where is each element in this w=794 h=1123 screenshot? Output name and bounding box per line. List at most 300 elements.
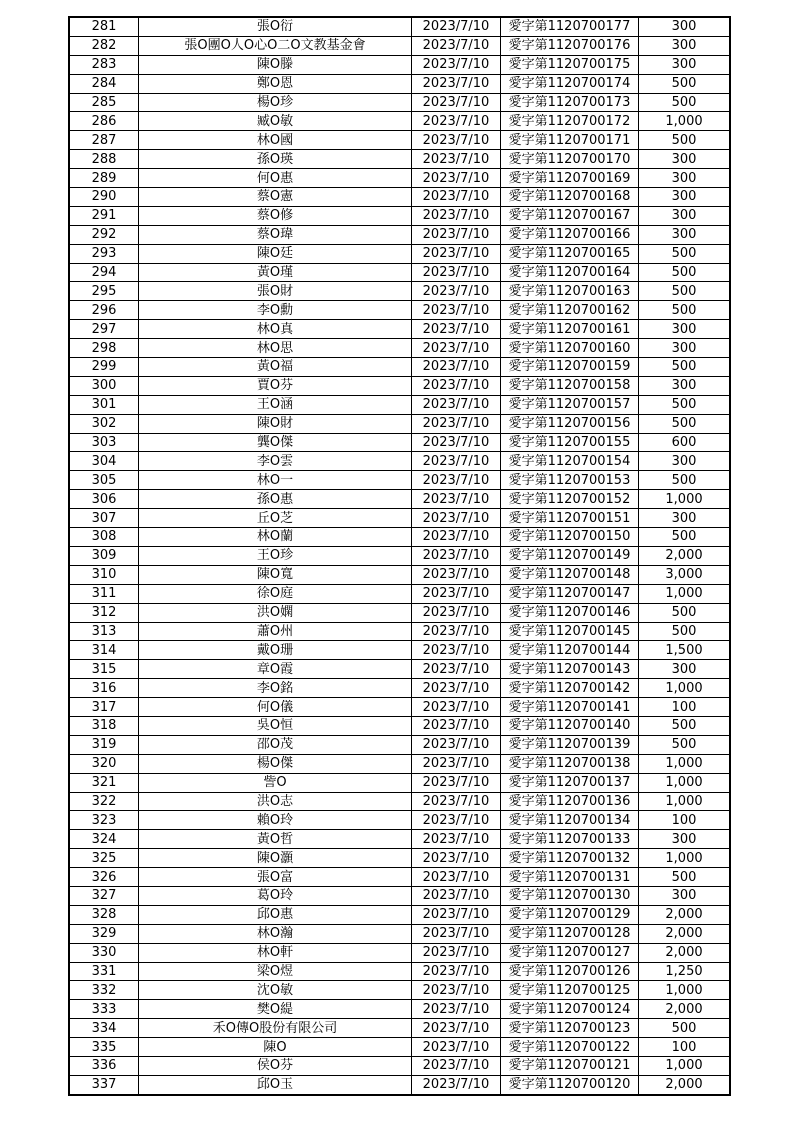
donation-date: 2023/7/10	[412, 849, 501, 868]
donation-amount: 500	[639, 244, 731, 263]
donor-name: 吳O恒	[139, 716, 412, 735]
table-row	[69, 886, 730, 905]
table-row	[69, 849, 730, 868]
donation-date: 2023/7/10	[412, 735, 501, 754]
receipt-number: 愛字第1120700167	[501, 206, 639, 225]
donor-name: 陳O滕	[139, 55, 412, 74]
donation-date: 2023/7/10	[412, 1056, 501, 1075]
table-row	[69, 981, 730, 1000]
row-number: 318	[69, 716, 139, 735]
donation-amount: 300	[639, 225, 731, 244]
receipt-number: 愛字第1120700163	[501, 282, 639, 301]
donation-amount: 1,000	[639, 849, 731, 868]
receipt-number: 愛字第1120700154	[501, 452, 639, 471]
receipt-number: 愛字第1120700122	[501, 1038, 639, 1057]
row-number: 321	[69, 773, 139, 792]
donation-amount: 500	[639, 868, 731, 887]
receipt-number: 愛字第1120700155	[501, 433, 639, 452]
row-number: 296	[69, 301, 139, 320]
row-number: 325	[69, 849, 139, 868]
donation-date: 2023/7/10	[412, 452, 501, 471]
table-row	[69, 150, 730, 169]
table-row	[69, 452, 730, 471]
donation-date: 2023/7/10	[412, 584, 501, 603]
table-row	[69, 414, 730, 433]
donation-date: 2023/7/10	[412, 490, 501, 509]
receipt-number: 愛字第1120700176	[501, 36, 639, 55]
receipt-number: 愛字第1120700156	[501, 414, 639, 433]
table-row	[69, 55, 730, 74]
row-number: 281	[69, 17, 139, 36]
row-number: 301	[69, 395, 139, 414]
receipt-number: 愛字第1120700132	[501, 849, 639, 868]
row-number: 295	[69, 282, 139, 301]
row-number: 299	[69, 358, 139, 377]
table-row	[69, 188, 730, 207]
receipt-number: 愛字第1120700127	[501, 943, 639, 962]
receipt-number: 愛字第1120700166	[501, 225, 639, 244]
donation-amount: 1,000	[639, 1056, 731, 1075]
donation-amount: 1,500	[639, 641, 731, 660]
donor-name: 陳O	[139, 1038, 412, 1057]
row-number: 312	[69, 603, 139, 622]
donation-amount: 100	[639, 1038, 731, 1057]
donor-name: 張O財	[139, 282, 412, 301]
donation-amount: 500	[639, 1019, 731, 1038]
row-number: 332	[69, 981, 139, 1000]
donation-amount: 500	[639, 716, 731, 735]
donor-name: 鄭O恩	[139, 74, 412, 93]
donation-date: 2023/7/10	[412, 698, 501, 717]
donation-amount: 500	[639, 74, 731, 93]
donation-date: 2023/7/10	[412, 206, 501, 225]
donor-name: 訾O	[139, 773, 412, 792]
donation-date: 2023/7/10	[412, 414, 501, 433]
row-number: 313	[69, 622, 139, 641]
donor-name: 楊O珍	[139, 93, 412, 112]
donor-name: 李O雲	[139, 452, 412, 471]
donation-date: 2023/7/10	[412, 433, 501, 452]
row-number: 329	[69, 924, 139, 943]
donor-name: 梁O煜	[139, 962, 412, 981]
row-number: 285	[69, 93, 139, 112]
donation-date: 2023/7/10	[412, 773, 501, 792]
donation-date: 2023/7/10	[412, 528, 501, 547]
row-number: 323	[69, 811, 139, 830]
table-row	[69, 679, 730, 698]
table-row	[69, 584, 730, 603]
donation-amount: 300	[639, 376, 731, 395]
donor-name: 王O涵	[139, 395, 412, 414]
table-row	[69, 320, 730, 339]
row-number: 305	[69, 471, 139, 490]
receipt-number: 愛字第1120700171	[501, 131, 639, 150]
donation-date: 2023/7/10	[412, 376, 501, 395]
receipt-number: 愛字第1120700134	[501, 811, 639, 830]
row-number: 308	[69, 528, 139, 547]
row-number: 307	[69, 509, 139, 528]
donor-name: 蕭O州	[139, 622, 412, 641]
donation-amount: 1,000	[639, 679, 731, 698]
donation-amount: 500	[639, 358, 731, 377]
row-number: 282	[69, 36, 139, 55]
donor-name: 臧O敏	[139, 112, 412, 131]
donation-date: 2023/7/10	[412, 358, 501, 377]
donation-amount: 1,000	[639, 490, 731, 509]
receipt-number: 愛字第1120700153	[501, 471, 639, 490]
table-row	[69, 792, 730, 811]
donor-name: 丘O芝	[139, 509, 412, 528]
donation-date: 2023/7/10	[412, 225, 501, 244]
donation-date: 2023/7/10	[412, 112, 501, 131]
donor-name: 徐O庭	[139, 584, 412, 603]
row-number: 283	[69, 55, 139, 74]
donor-name: 蔡O修	[139, 206, 412, 225]
receipt-number: 愛字第1120700149	[501, 546, 639, 565]
donation-date: 2023/7/10	[412, 74, 501, 93]
donation-date: 2023/7/10	[412, 641, 501, 660]
donation-amount: 3,000	[639, 565, 731, 584]
donor-name: 孫O瑛	[139, 150, 412, 169]
donor-name: 林O國	[139, 131, 412, 150]
donor-name: 林O真	[139, 320, 412, 339]
donation-date: 2023/7/10	[412, 509, 501, 528]
table-row	[69, 528, 730, 547]
donation-date: 2023/7/10	[412, 1075, 501, 1094]
row-number: 309	[69, 546, 139, 565]
table-row	[69, 546, 730, 565]
table-row	[69, 490, 730, 509]
donation-date: 2023/7/10	[412, 93, 501, 112]
donation-date: 2023/7/10	[412, 924, 501, 943]
table-row	[69, 735, 730, 754]
table-row	[69, 565, 730, 584]
donation-date: 2023/7/10	[412, 868, 501, 887]
row-number: 314	[69, 641, 139, 660]
row-number: 290	[69, 188, 139, 207]
table-row	[69, 112, 730, 131]
receipt-number: 愛字第1120700157	[501, 395, 639, 414]
table-row	[69, 943, 730, 962]
row-number: 311	[69, 584, 139, 603]
receipt-number: 愛字第1120700146	[501, 603, 639, 622]
donation-amount: 500	[639, 93, 731, 112]
table-row	[69, 1000, 730, 1019]
donation-amount: 500	[639, 301, 731, 320]
donor-name: 黃O哲	[139, 830, 412, 849]
donation-amount: 1,000	[639, 981, 731, 1000]
receipt-number: 愛字第1120700162	[501, 301, 639, 320]
receipt-number: 愛字第1120700121	[501, 1056, 639, 1075]
receipt-number: 愛字第1120700130	[501, 886, 639, 905]
donation-amount: 500	[639, 471, 731, 490]
donation-amount: 1,000	[639, 584, 731, 603]
donation-table-body	[69, 17, 730, 1095]
row-number: 304	[69, 452, 139, 471]
donation-date: 2023/7/10	[412, 981, 501, 1000]
donor-name: 洪O志	[139, 792, 412, 811]
donor-name: 陳O寬	[139, 565, 412, 584]
table-row	[69, 1056, 730, 1075]
donation-amount: 2,000	[639, 905, 731, 924]
table-row	[69, 358, 730, 377]
donor-name: 林O軒	[139, 943, 412, 962]
row-number: 292	[69, 225, 139, 244]
table-row	[69, 698, 730, 717]
row-number: 294	[69, 263, 139, 282]
donation-date: 2023/7/10	[412, 1000, 501, 1019]
donation-amount: 500	[639, 263, 731, 282]
receipt-number: 愛字第1120700161	[501, 320, 639, 339]
row-number: 326	[69, 868, 139, 887]
donor-name: 賈O芬	[139, 376, 412, 395]
donation-date: 2023/7/10	[412, 1038, 501, 1057]
row-number: 337	[69, 1075, 139, 1094]
donation-amount: 500	[639, 414, 731, 433]
receipt-number: 愛字第1120700170	[501, 150, 639, 169]
donation-date: 2023/7/10	[412, 905, 501, 924]
receipt-number: 愛字第1120700137	[501, 773, 639, 792]
donation-date: 2023/7/10	[412, 339, 501, 358]
receipt-number: 愛字第1120700173	[501, 93, 639, 112]
donation-amount: 300	[639, 320, 731, 339]
donor-name: 邱O惠	[139, 905, 412, 924]
table-row	[69, 169, 730, 188]
receipt-number: 愛字第1120700136	[501, 792, 639, 811]
receipt-number: 愛字第1120700145	[501, 622, 639, 641]
donation-date: 2023/7/10	[412, 811, 501, 830]
donation-date: 2023/7/10	[412, 395, 501, 414]
donation-amount: 2,000	[639, 1075, 731, 1094]
donation-date: 2023/7/10	[412, 55, 501, 74]
row-number: 284	[69, 74, 139, 93]
receipt-number: 愛字第1120700142	[501, 679, 639, 698]
row-number: 287	[69, 131, 139, 150]
receipt-number: 愛字第1120700124	[501, 1000, 639, 1019]
donor-name: 蔡O憲	[139, 188, 412, 207]
receipt-number: 愛字第1120700140	[501, 716, 639, 735]
table-row	[69, 244, 730, 263]
table-row	[69, 754, 730, 773]
donation-date: 2023/7/10	[412, 169, 501, 188]
donation-date: 2023/7/10	[412, 131, 501, 150]
donor-name: 侯O芬	[139, 1056, 412, 1075]
donation-amount: 2,000	[639, 1000, 731, 1019]
donation-date: 2023/7/10	[412, 320, 501, 339]
table-row	[69, 301, 730, 320]
row-number: 319	[69, 735, 139, 754]
donation-amount: 100	[639, 698, 731, 717]
row-number: 317	[69, 698, 139, 717]
donation-date: 2023/7/10	[412, 660, 501, 679]
donor-name: 葛O玲	[139, 886, 412, 905]
table-row	[69, 905, 730, 924]
donor-name: 蔡O瑋	[139, 225, 412, 244]
table-row	[69, 131, 730, 150]
row-number: 316	[69, 679, 139, 698]
receipt-number: 愛字第1120700150	[501, 528, 639, 547]
row-number: 336	[69, 1056, 139, 1075]
row-number: 333	[69, 1000, 139, 1019]
table-row	[69, 660, 730, 679]
receipt-number: 愛字第1120700164	[501, 263, 639, 282]
table-row	[69, 830, 730, 849]
donor-name: 張O富	[139, 868, 412, 887]
donation-date: 2023/7/10	[412, 792, 501, 811]
donor-name: 張O衍	[139, 17, 412, 36]
donation-amount: 1,000	[639, 773, 731, 792]
donor-name: 戴O珊	[139, 641, 412, 660]
donor-name: 黃O瑾	[139, 263, 412, 282]
donor-name: 陳O財	[139, 414, 412, 433]
donation-date: 2023/7/10	[412, 150, 501, 169]
donation-date: 2023/7/10	[412, 565, 501, 584]
donor-name: 賴O玲	[139, 811, 412, 830]
receipt-number: 愛字第1120700139	[501, 735, 639, 754]
donation-amount: 1,000	[639, 792, 731, 811]
row-number: 322	[69, 792, 139, 811]
row-number: 302	[69, 414, 139, 433]
donor-name: 林O蘭	[139, 528, 412, 547]
row-number: 300	[69, 376, 139, 395]
donation-amount: 500	[639, 622, 731, 641]
table-row	[69, 433, 730, 452]
row-number: 335	[69, 1038, 139, 1057]
row-number: 315	[69, 660, 139, 679]
row-number: 297	[69, 320, 139, 339]
receipt-number: 愛字第1120700125	[501, 981, 639, 1000]
donation-amount: 500	[639, 395, 731, 414]
table-row	[69, 1038, 730, 1057]
donor-name: 林O瀚	[139, 924, 412, 943]
row-number: 324	[69, 830, 139, 849]
donation-date: 2023/7/10	[412, 282, 501, 301]
donor-name: 李O勳	[139, 301, 412, 320]
receipt-number: 愛字第1120700177	[501, 17, 639, 36]
table-row	[69, 773, 730, 792]
donor-name: 何O惠	[139, 169, 412, 188]
donation-amount: 600	[639, 433, 731, 452]
receipt-number: 愛字第1120700133	[501, 830, 639, 849]
donor-name: 李O銘	[139, 679, 412, 698]
table-row	[69, 339, 730, 358]
donation-date: 2023/7/10	[412, 471, 501, 490]
receipt-number: 愛字第1120700141	[501, 698, 639, 717]
row-number: 331	[69, 962, 139, 981]
row-number: 328	[69, 905, 139, 924]
donation-amount: 500	[639, 603, 731, 622]
donation-amount: 300	[639, 660, 731, 679]
table-row	[69, 263, 730, 282]
table-row	[69, 93, 730, 112]
receipt-number: 愛字第1120700174	[501, 74, 639, 93]
donation-amount: 300	[639, 339, 731, 358]
donation-amount: 300	[639, 509, 731, 528]
donation-table	[68, 16, 731, 1096]
table-row	[69, 641, 730, 660]
receipt-number: 愛字第1120700126	[501, 962, 639, 981]
donation-amount: 500	[639, 131, 731, 150]
row-number: 320	[69, 754, 139, 773]
donation-date: 2023/7/10	[412, 188, 501, 207]
donation-amount: 500	[639, 735, 731, 754]
donation-amount: 2,000	[639, 546, 731, 565]
donor-name: 陳O灝	[139, 849, 412, 868]
donor-name: 何O儀	[139, 698, 412, 717]
donation-date: 2023/7/10	[412, 830, 501, 849]
donor-name: 洪O嫻	[139, 603, 412, 622]
donor-name: 王O珍	[139, 546, 412, 565]
receipt-number: 愛字第1120700129	[501, 905, 639, 924]
table-row	[69, 603, 730, 622]
donation-date: 2023/7/10	[412, 754, 501, 773]
table-row	[69, 1075, 730, 1094]
receipt-number: 愛字第1120700168	[501, 188, 639, 207]
donation-amount: 300	[639, 830, 731, 849]
donor-name: 沈O敏	[139, 981, 412, 1000]
donation-date: 2023/7/10	[412, 301, 501, 320]
donation-amount: 1,000	[639, 112, 731, 131]
donor-name: 邵O茂	[139, 735, 412, 754]
donor-name: 林O一	[139, 471, 412, 490]
table-row	[69, 509, 730, 528]
donation-amount: 300	[639, 886, 731, 905]
donation-amount: 100	[639, 811, 731, 830]
table-row	[69, 471, 730, 490]
donor-name: 禾O傳O股份有限公司	[139, 1019, 412, 1038]
donation-date: 2023/7/10	[412, 716, 501, 735]
row-number: 303	[69, 433, 139, 452]
donor-name: 張O團O人O心O二O文教基金會	[139, 36, 412, 55]
row-number: 306	[69, 490, 139, 509]
table-row	[69, 395, 730, 414]
table-row	[69, 282, 730, 301]
table-row	[69, 1019, 730, 1038]
donation-amount: 1,000	[639, 754, 731, 773]
receipt-number: 愛字第1120700175	[501, 55, 639, 74]
donation-amount: 300	[639, 188, 731, 207]
donation-amount: 300	[639, 17, 731, 36]
receipt-number: 愛字第1120700123	[501, 1019, 639, 1038]
table-row	[69, 868, 730, 887]
row-number: 327	[69, 886, 139, 905]
donor-name: 黃O福	[139, 358, 412, 377]
donor-name: 林O思	[139, 339, 412, 358]
donor-name: 楊O傑	[139, 754, 412, 773]
row-number: 291	[69, 206, 139, 225]
table-row	[69, 811, 730, 830]
donation-amount: 500	[639, 282, 731, 301]
table-row	[69, 36, 730, 55]
receipt-number: 愛字第1120700172	[501, 112, 639, 131]
donation-amount: 300	[639, 452, 731, 471]
table-row	[69, 924, 730, 943]
donation-date: 2023/7/10	[412, 17, 501, 36]
donation-date: 2023/7/10	[412, 622, 501, 641]
receipt-number: 愛字第1120700138	[501, 754, 639, 773]
row-number: 298	[69, 339, 139, 358]
donation-amount: 300	[639, 150, 731, 169]
donor-name: 陳O廷	[139, 244, 412, 263]
row-number: 286	[69, 112, 139, 131]
donation-date: 2023/7/10	[412, 546, 501, 565]
donation-amount: 2,000	[639, 943, 731, 962]
donor-name: 孫O惠	[139, 490, 412, 509]
donation-amount: 300	[639, 169, 731, 188]
donation-amount: 500	[639, 528, 731, 547]
table-row	[69, 74, 730, 93]
receipt-number: 愛字第1120700128	[501, 924, 639, 943]
